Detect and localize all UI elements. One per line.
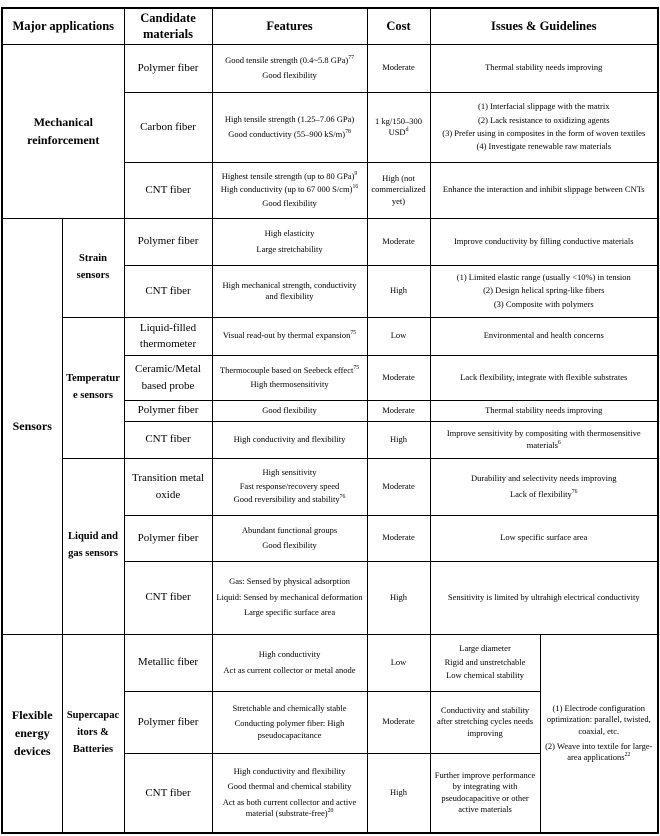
candidate-material-cell: Carbon fiber bbox=[124, 92, 212, 162]
issue-line: Large diameter bbox=[459, 643, 511, 654]
features-cell bbox=[212, 691, 367, 753]
issues-cell bbox=[430, 355, 658, 400]
issues-cell bbox=[430, 561, 658, 634]
feature-line: Fast response/recovery speed bbox=[239, 480, 340, 491]
feature-line: High sensitivity bbox=[262, 467, 317, 478]
cost-cell: 1 kg/150–300 USD$^d$ bbox=[367, 92, 430, 162]
issue-line: (3) Composite with polymers bbox=[493, 298, 594, 309]
header-row bbox=[2, 8, 658, 44]
header-major-applications: Major applications bbox=[2, 8, 124, 44]
cost-cell: Moderate bbox=[367, 355, 430, 400]
candidate-material-cell: Polymer fiber bbox=[124, 44, 212, 92]
section-label-mechanical-reinforcement: Mechanical reinforcement bbox=[2, 44, 124, 218]
feature-line: Good tensile strength (0.4~5.8 GPa)$^{77}$ bbox=[225, 54, 354, 65]
reference-superscript: 6 bbox=[557, 439, 561, 446]
candidate-material-cell: Polymer fiber bbox=[124, 218, 212, 265]
subsection-label-liquid-gas-sensors: Liquid and gas sensors bbox=[62, 458, 124, 634]
candidate-material-cell: CNT fiber bbox=[124, 265, 212, 317]
issues-cell bbox=[430, 515, 658, 561]
reference-superscript: 9 bbox=[354, 170, 358, 177]
issues-cell bbox=[430, 753, 540, 833]
candidate-material-cell: Liquid-filled thermometer bbox=[124, 317, 212, 355]
cost-cell: High bbox=[367, 421, 430, 458]
guideline-line: (2) Weave into textile for large-area applications$^{22}$ bbox=[545, 740, 653, 763]
issues-cell bbox=[430, 44, 658, 92]
features-cell bbox=[212, 355, 367, 400]
features-cell bbox=[212, 218, 367, 265]
issue-line: Durability and selectivity needs improving bbox=[471, 473, 617, 484]
issues-cell bbox=[430, 92, 658, 162]
feature-line: Good flexibility bbox=[262, 197, 317, 208]
reference-superscript: 22 bbox=[624, 752, 631, 759]
table-row bbox=[2, 317, 658, 355]
feature-line: High thermosensitivity bbox=[250, 378, 329, 389]
issue-line: Low chemical stability bbox=[446, 670, 524, 681]
issues-cell bbox=[430, 265, 658, 317]
issues-cell bbox=[430, 458, 658, 515]
features-cell bbox=[212, 421, 367, 458]
candidate-material-cell: Metallic fiber bbox=[124, 634, 212, 691]
feature-line: Highest tensile strength (up to 80 GPa)$^9$ bbox=[221, 170, 358, 181]
cost-cell: Low bbox=[367, 634, 430, 691]
issue-line: (4) Investigate renewable raw materials bbox=[476, 141, 612, 152]
cost-cell: High bbox=[367, 561, 430, 634]
feature-line: Gas: Sensed by physical adsorption bbox=[229, 576, 350, 587]
features-cell bbox=[212, 458, 367, 515]
issue-line: Conductivity and stability after stretching cycles needs improving bbox=[436, 704, 534, 738]
subsection-label-temperature-sensors: Temperature sensors bbox=[62, 317, 124, 458]
issue-line: (2) Lack resistance to oxidizing agents bbox=[478, 114, 610, 125]
cost-cell: High bbox=[367, 753, 430, 833]
reference-superscript: 75 bbox=[353, 365, 360, 372]
features-cell bbox=[212, 44, 367, 92]
issue-line: Improve sensitivity by compositing with thermosensitive materials$^6$ bbox=[446, 428, 641, 450]
guideline-line: (1) Electrode configuration optimization: parallel, twisted, coaxial, etc. bbox=[546, 702, 651, 736]
features-cell bbox=[212, 634, 367, 691]
features-cell bbox=[212, 92, 367, 162]
cost-cell: High bbox=[367, 265, 430, 317]
reference-superscript: 16 bbox=[352, 184, 359, 191]
reference-superscript: 20 bbox=[327, 808, 334, 815]
feature-line: Liquid: Sensed by mechanical deformation bbox=[216, 591, 363, 602]
feature-line: Act as current collector or metal anode bbox=[223, 664, 356, 675]
candidate-material-cell: Polymer fiber bbox=[124, 691, 212, 753]
feature-line: Good thermal and chemical stability bbox=[227, 781, 352, 792]
issue-line: Sensitivity is limited by ultrahigh electrical conductivity bbox=[447, 591, 640, 602]
cost-cell: Moderate bbox=[367, 515, 430, 561]
feature-line: Good reversibility and stability$^{76}$ bbox=[233, 494, 346, 505]
candidate-material-cell: Ceramic/Metal based probe bbox=[124, 355, 212, 400]
feature-line: High conductivity and flexibility bbox=[233, 433, 346, 444]
subsection-label-supercapacitors-batteries: Supercapacitors & Batteries bbox=[62, 634, 124, 833]
section-label-flexible-energy-devices: Flexible energy devices bbox=[2, 634, 62, 833]
table-row bbox=[2, 44, 658, 92]
features-cell bbox=[212, 265, 367, 317]
issue-line: (1) Limited elastic range (usually <10%) in tension bbox=[456, 271, 631, 282]
reference-superscript: 76 bbox=[339, 494, 346, 501]
feature-line: Good flexibility bbox=[262, 404, 317, 415]
cost-cell: Low bbox=[367, 317, 430, 355]
section-label-sensors: Sensors bbox=[2, 218, 62, 634]
reference-superscript: 76 bbox=[571, 488, 578, 495]
features-cell bbox=[212, 753, 367, 833]
issue-line: Lack flexibility, integrate with flexible substrates bbox=[460, 371, 628, 382]
feature-line: High conductivity bbox=[258, 649, 321, 660]
issues-cell bbox=[430, 421, 658, 458]
feature-line: High mechanical strength, conductivity and flexibility bbox=[222, 279, 357, 301]
candidate-material-cell: Polymer fiber bbox=[124, 515, 212, 561]
feature-line: High conductivity and flexibility bbox=[233, 765, 346, 776]
header-features: Features bbox=[212, 8, 367, 44]
cost-cell: Moderate bbox=[367, 458, 430, 515]
table-row bbox=[2, 634, 658, 691]
feature-line: High elasticity bbox=[264, 228, 315, 239]
issue-line: Rigid and unstretchable bbox=[444, 656, 526, 667]
issues-cell bbox=[430, 400, 658, 421]
feature-line: Conducting polymer fiber: High pseudocapacitance bbox=[234, 718, 345, 740]
candidate-material-cell: Transition metal oxide bbox=[124, 458, 212, 515]
reference-superscript: 77 bbox=[348, 54, 354, 61]
issue-line: Low specific surface area bbox=[500, 532, 588, 543]
candidate-material-cell: CNT fiber bbox=[124, 421, 212, 458]
footnote-superscript: d bbox=[405, 127, 409, 134]
features-cell bbox=[212, 515, 367, 561]
candidate-material-cell: CNT fiber bbox=[124, 561, 212, 634]
feature-line: Thermocouple based on Seebeck effect$^{75}$ bbox=[219, 365, 360, 376]
table-row bbox=[2, 458, 658, 515]
issue-line: Thermal stability needs improving bbox=[485, 62, 603, 73]
issue-line: Thermal stability needs improving bbox=[485, 404, 603, 415]
issue-line: Further improve performance by integrating with pseudocapacitive or other active materials bbox=[434, 769, 536, 815]
feature-line: High tensile strength (1.25–7.06 GPa) bbox=[224, 113, 355, 124]
feature-line: Abundant functional groups bbox=[241, 524, 338, 535]
features-cell bbox=[212, 317, 367, 355]
table-row bbox=[2, 218, 658, 265]
feature-line: Act as both current collector and active material (substrate-free)$^{20}$ bbox=[222, 796, 357, 819]
shared-guidelines-cell bbox=[540, 634, 658, 833]
features-cell bbox=[212, 400, 367, 421]
issues-cell bbox=[430, 317, 658, 355]
cost-cell: Moderate bbox=[367, 400, 430, 421]
feature-line: Large stretchability bbox=[256, 243, 323, 254]
feature-line: Large specific surface area bbox=[243, 607, 336, 618]
issue-line: Lack of flexibility$^{76}$ bbox=[509, 488, 578, 499]
header-cost: Cost bbox=[367, 8, 430, 44]
issues-cell bbox=[430, 634, 540, 691]
candidate-material-cell: CNT fiber bbox=[124, 162, 212, 218]
applications-table bbox=[1, 7, 659, 834]
header-issues-guidelines: Issues & Guidelines bbox=[430, 8, 658, 44]
issues-cell bbox=[430, 218, 658, 265]
feature-line: Visual read-out by thermal expansion$^{75}$ bbox=[222, 330, 357, 341]
cost-cell: Moderate bbox=[367, 44, 430, 92]
features-cell bbox=[212, 162, 367, 218]
header-candidate-materials: Candidate materials bbox=[124, 8, 212, 44]
candidate-material-cell: CNT fiber bbox=[124, 753, 212, 833]
cost-cell: Moderate bbox=[367, 691, 430, 753]
cost-cell: Moderate bbox=[367, 218, 430, 265]
reference-superscript: 75 bbox=[350, 330, 357, 337]
subsection-label-strain-sensors: Strain sensors bbox=[62, 218, 124, 317]
feature-line: Stretchable and chemically stable bbox=[232, 702, 347, 713]
issues-cell bbox=[430, 691, 540, 753]
reference-superscript: 78 bbox=[345, 129, 351, 136]
issue-line: (2) Design helical spring-like fibers bbox=[483, 285, 605, 296]
feature-line: Good flexibility bbox=[262, 540, 317, 550]
feature-line: Good conductivity (55–900 kS/m)$^{78}$ bbox=[228, 129, 351, 139]
feature-line: Good flexibility bbox=[262, 70, 317, 80]
issues-cell bbox=[430, 162, 658, 218]
issue-line: Environmental and health concerns bbox=[483, 330, 604, 341]
issue-line: Enhance the interaction and inhibit slippage between CNTs bbox=[442, 184, 645, 195]
feature-line: High conductivity (up to 67 000 S/cm)$^{16}$ bbox=[220, 184, 359, 195]
features-cell bbox=[212, 561, 367, 634]
issue-line: Improve conductivity by filling conductive materials bbox=[453, 235, 634, 246]
candidate-material-cell: Polymer fiber bbox=[124, 400, 212, 421]
issue-line: (1) Interfacial slippage with the matrix bbox=[478, 101, 610, 112]
issue-line: (3) Prefer using in composites in the form of woven textiles bbox=[442, 128, 646, 138]
cost-cell: High (not commercialized yet) bbox=[367, 162, 430, 218]
